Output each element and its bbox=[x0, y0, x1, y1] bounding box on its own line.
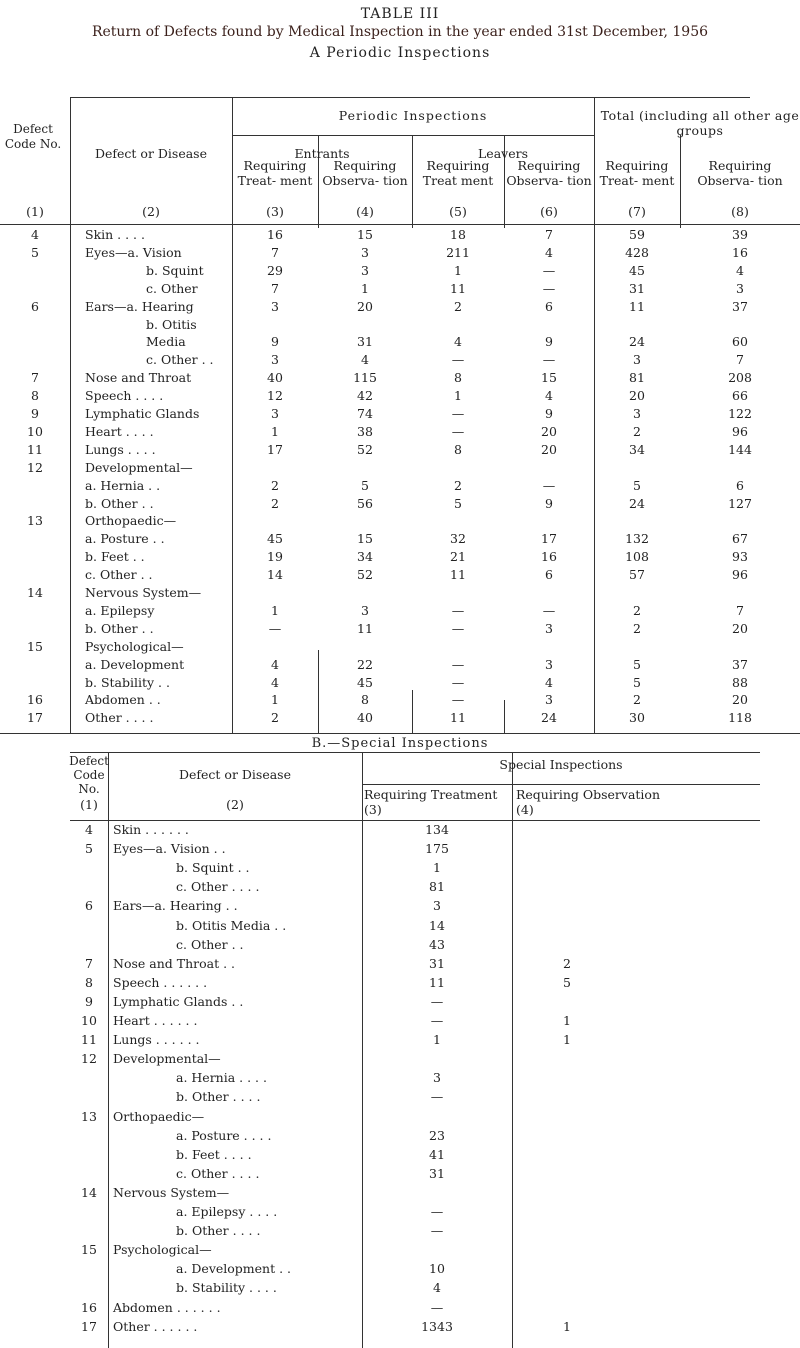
row-value: 7 bbox=[736, 352, 744, 368]
row-treatment: — bbox=[430, 1299, 444, 1315]
rule bbox=[232, 135, 594, 136]
row-label: Lungs . . . . . . bbox=[113, 1032, 200, 1048]
row-value: 96 bbox=[732, 567, 748, 583]
row-code: 4 bbox=[31, 227, 39, 242]
row-value: 108 bbox=[625, 549, 649, 565]
row-value: 16 bbox=[541, 549, 557, 565]
row-value: 67 bbox=[732, 531, 748, 547]
row-value: 11 bbox=[450, 567, 466, 583]
row-treatment: 23 bbox=[429, 1127, 445, 1143]
row-value: — bbox=[451, 423, 465, 439]
row-label: Eyes—a. Vision bbox=[85, 244, 182, 260]
header-code-num: (1) bbox=[26, 204, 44, 219]
row-value: — bbox=[451, 674, 465, 690]
row-value: 17 bbox=[267, 441, 283, 457]
row-label: Heart . . . . . . bbox=[113, 1013, 198, 1028]
row-value: 31 bbox=[357, 334, 373, 350]
row-value: 40 bbox=[357, 710, 373, 726]
row-label: Orthopaedic— bbox=[85, 513, 177, 529]
b-header-obs-num: (4) bbox=[516, 802, 534, 817]
row-treatment: 43 bbox=[429, 936, 445, 952]
rule bbox=[0, 733, 800, 734]
header-periodic: Periodic Inspections bbox=[338, 108, 488, 123]
row-treatment: 14 bbox=[429, 917, 445, 933]
row-value: 9 bbox=[545, 334, 553, 350]
header-entrants: Entrants bbox=[294, 146, 350, 161]
row-value: 20 bbox=[732, 620, 748, 636]
row-treatment: — bbox=[430, 1223, 444, 1239]
row-code: 9 bbox=[85, 993, 93, 1009]
row-label: Skin . . . . . . bbox=[113, 822, 189, 837]
row-value: 1 bbox=[271, 692, 279, 708]
row-value: 3 bbox=[545, 692, 553, 708]
column-header-num: (6) bbox=[540, 204, 558, 219]
row-label: Developmental— bbox=[85, 459, 193, 475]
row-value: 2 bbox=[633, 423, 641, 439]
rule bbox=[70, 820, 760, 821]
row-value: 6 bbox=[545, 567, 553, 583]
page-title: Return of Defects found by Medical Inspection in the year ended 31st December, 1956 bbox=[91, 24, 709, 40]
row-label: Abdomen . . bbox=[85, 692, 161, 708]
row-value: 96 bbox=[732, 423, 748, 439]
row-value: 34 bbox=[357, 549, 373, 565]
row-code: 6 bbox=[85, 898, 93, 914]
row-treatment: 3 bbox=[433, 898, 441, 914]
column-header: Requiring Observa- tion bbox=[697, 158, 783, 188]
row-value: 211 bbox=[446, 244, 470, 260]
row-value: 31 bbox=[629, 280, 645, 296]
row-treatment: 134 bbox=[425, 822, 449, 837]
row-value: 3 bbox=[545, 656, 553, 672]
row-value: 2 bbox=[271, 710, 279, 726]
row-label: Developmental— bbox=[113, 1051, 221, 1067]
row-treatment: 175 bbox=[425, 841, 449, 857]
row-value: 4 bbox=[545, 244, 553, 260]
row-code: 8 bbox=[31, 388, 39, 404]
row-value: 45 bbox=[267, 531, 283, 547]
row-treatment: 4 bbox=[433, 1280, 441, 1296]
row-value: 52 bbox=[357, 441, 373, 457]
row-treatment: — bbox=[430, 1013, 444, 1028]
row-value: 1 bbox=[271, 602, 279, 618]
column-header: Requiring Treat ment bbox=[422, 158, 494, 188]
row-label: b. Other . . bbox=[85, 495, 154, 511]
row-label: a. Development . . bbox=[176, 1261, 292, 1277]
row-label: b. Squint bbox=[146, 262, 204, 278]
row-value: 66 bbox=[732, 388, 748, 404]
rule bbox=[70, 97, 71, 733]
row-label: Nervous System— bbox=[85, 585, 202, 600]
row-label: Nose and Throat bbox=[85, 370, 192, 386]
row-value: 4 bbox=[545, 388, 553, 404]
row-value: 45 bbox=[629, 262, 645, 278]
row-label: c. Other . . bbox=[85, 567, 153, 583]
row-value: 2 bbox=[633, 620, 641, 636]
row-label: b. Other . . bbox=[85, 620, 154, 636]
row-observation: 1 bbox=[563, 1032, 571, 1048]
row-code: 12 bbox=[81, 1051, 97, 1067]
row-label: b. Other . . . . bbox=[176, 1223, 261, 1239]
row-treatment: 1 bbox=[433, 1032, 441, 1048]
row-value: 14 bbox=[267, 567, 283, 583]
row-value: — bbox=[451, 352, 465, 368]
row-value: 3 bbox=[361, 602, 369, 618]
column-header: Requiring Treat- ment bbox=[599, 158, 675, 188]
row-value: 4 bbox=[545, 674, 553, 690]
column-header: Requiring Observa- tion bbox=[506, 158, 592, 188]
rule bbox=[70, 97, 750, 98]
row-value: 3 bbox=[633, 352, 641, 368]
row-label: Lymphatic Glands bbox=[85, 406, 200, 421]
row-value: 115 bbox=[353, 370, 377, 386]
row-code: 14 bbox=[27, 585, 43, 600]
b-header-code: Defect Code No. bbox=[69, 754, 109, 796]
row-value: 19 bbox=[267, 549, 283, 565]
row-value: — bbox=[542, 602, 556, 618]
b-header-disease-num: (2) bbox=[226, 797, 244, 812]
row-code: 17 bbox=[27, 710, 43, 726]
row-value: 59 bbox=[629, 227, 645, 242]
row-value: 22 bbox=[357, 656, 373, 672]
column-header-num: (7) bbox=[628, 204, 646, 219]
row-label: c. Other . . bbox=[176, 936, 244, 952]
row-value: — bbox=[542, 352, 556, 368]
row-value: 9 bbox=[545, 406, 553, 421]
row-value: 18 bbox=[450, 227, 466, 242]
row-value: 144 bbox=[728, 441, 752, 457]
row-value: 24 bbox=[541, 710, 557, 726]
row-value: 12 bbox=[267, 388, 283, 404]
row-value: 127 bbox=[728, 495, 752, 511]
row-value: 4 bbox=[361, 352, 369, 368]
row-label: b. Otitis Media . . bbox=[176, 917, 287, 933]
row-value: 2 bbox=[633, 602, 641, 618]
row-value: 88 bbox=[732, 674, 748, 690]
row-value: 39 bbox=[732, 227, 748, 242]
row-code: 12 bbox=[27, 459, 43, 475]
row-code: 11 bbox=[81, 1032, 97, 1048]
row-treatment: — bbox=[430, 1089, 444, 1105]
row-value: 4 bbox=[736, 262, 744, 278]
row-label: b. Squint . . bbox=[176, 860, 250, 876]
row-code: 13 bbox=[81, 1108, 97, 1124]
column-header: Requiring Treat- ment bbox=[237, 158, 313, 188]
row-code: 8 bbox=[85, 974, 93, 990]
row-value: — bbox=[451, 602, 465, 618]
row-treatment: 11 bbox=[429, 974, 445, 990]
row-value: 3 bbox=[361, 262, 369, 278]
row-label: b. Otitis bbox=[146, 316, 197, 332]
row-code: 7 bbox=[31, 370, 39, 386]
column-header-num: (4) bbox=[356, 204, 374, 219]
row-value: 3 bbox=[271, 406, 279, 421]
row-label: a. Posture . . bbox=[85, 531, 165, 547]
header-total: Total (including all other age groups bbox=[600, 108, 800, 138]
row-value: 52 bbox=[357, 567, 373, 583]
row-treatment: 81 bbox=[429, 879, 445, 895]
row-value: 118 bbox=[728, 710, 752, 726]
row-label: c. Other . . . . bbox=[176, 879, 260, 895]
row-value: 20 bbox=[541, 441, 557, 457]
row-value: 30 bbox=[629, 710, 645, 726]
row-treatment: — bbox=[430, 993, 444, 1009]
row-value: 20 bbox=[629, 388, 645, 404]
row-value: 2 bbox=[633, 692, 641, 708]
row-value: 21 bbox=[450, 549, 466, 565]
section-a-title: A Periodic Inspections bbox=[309, 45, 491, 61]
row-value: 3 bbox=[545, 620, 553, 636]
row-label: c. Other bbox=[146, 280, 198, 296]
row-value: 6 bbox=[545, 298, 553, 314]
row-value: 7 bbox=[545, 227, 553, 242]
row-value: 7 bbox=[271, 280, 279, 296]
row-code: 4 bbox=[85, 822, 93, 837]
column-header-num: (3) bbox=[266, 204, 284, 219]
row-value: 24 bbox=[629, 334, 645, 350]
row-value: 40 bbox=[267, 370, 283, 386]
row-value: 3 bbox=[271, 352, 279, 368]
row-value: — bbox=[451, 656, 465, 672]
row-treatment: — bbox=[430, 1204, 444, 1219]
row-label: Media bbox=[146, 334, 186, 350]
row-label: Psychological— bbox=[113, 1242, 212, 1258]
row-value: 56 bbox=[357, 495, 373, 511]
row-value: 6 bbox=[736, 477, 744, 493]
b-header-treat-num: (3) bbox=[364, 802, 382, 817]
row-value: — bbox=[268, 620, 282, 636]
row-label: Ears—a. Hearing bbox=[85, 298, 194, 314]
rule bbox=[512, 752, 513, 1348]
row-label: c. Other . . bbox=[146, 352, 214, 368]
row-value: 20 bbox=[732, 692, 748, 708]
row-code: 7 bbox=[85, 955, 93, 971]
row-label: Other . . . . . . bbox=[113, 1318, 198, 1334]
row-treatment: 1 bbox=[433, 860, 441, 876]
row-label: a. Epilepsy bbox=[85, 602, 155, 618]
row-value: 57 bbox=[629, 567, 645, 583]
row-value: 16 bbox=[732, 244, 748, 260]
row-label: Orthopaedic— bbox=[113, 1108, 205, 1124]
row-label: a. Epilepsy . . . . bbox=[176, 1204, 278, 1219]
header-leavers: Leavers bbox=[478, 146, 528, 161]
row-code: 17 bbox=[81, 1318, 97, 1334]
table-label: TABLE III bbox=[360, 6, 440, 22]
row-value: 20 bbox=[357, 298, 373, 314]
row-value: 74 bbox=[357, 406, 373, 421]
row-code: 15 bbox=[81, 1242, 97, 1258]
row-code: 10 bbox=[81, 1013, 97, 1028]
row-value: 11 bbox=[357, 620, 373, 636]
row-treatment: 1343 bbox=[421, 1318, 453, 1334]
row-value: 5 bbox=[633, 674, 641, 690]
row-observation: 2 bbox=[563, 955, 571, 971]
row-value: 132 bbox=[625, 531, 649, 547]
row-value: 15 bbox=[541, 370, 557, 386]
row-value: 11 bbox=[629, 298, 645, 314]
row-label: Lungs . . . . bbox=[85, 441, 156, 457]
row-label: b. Stability . . . . bbox=[176, 1280, 277, 1296]
b-header-obs: Requiring Observation bbox=[516, 787, 661, 802]
row-value: 38 bbox=[357, 423, 373, 439]
header-code: Defect Code No. bbox=[4, 122, 62, 151]
row-code: 16 bbox=[81, 1299, 97, 1315]
rule bbox=[362, 784, 760, 785]
row-value: 60 bbox=[732, 334, 748, 350]
row-value: 9 bbox=[545, 495, 553, 511]
row-value: 122 bbox=[728, 406, 752, 421]
row-label: b. Feet . . . . bbox=[176, 1146, 252, 1162]
row-value: 9 bbox=[271, 334, 279, 350]
row-value: 5 bbox=[633, 477, 641, 493]
row-value: 17 bbox=[541, 531, 557, 547]
row-value: 93 bbox=[732, 549, 748, 565]
rule bbox=[70, 752, 760, 753]
row-value: 45 bbox=[357, 674, 373, 690]
row-label: a. Hernia . . bbox=[85, 477, 161, 493]
row-treatment: 31 bbox=[429, 1165, 445, 1181]
b-header-treat: Requiring Treatment bbox=[364, 787, 498, 802]
row-code: 5 bbox=[31, 244, 39, 260]
row-value: 8 bbox=[454, 441, 462, 457]
row-observation: 5 bbox=[563, 974, 571, 990]
row-label: Nose and Throat . . bbox=[113, 955, 235, 971]
row-code: 10 bbox=[27, 423, 43, 439]
row-code: 9 bbox=[31, 406, 39, 421]
row-treatment: 31 bbox=[429, 955, 445, 971]
row-value: 2 bbox=[271, 477, 279, 493]
header-disease: Defect or Disease bbox=[94, 146, 207, 161]
column-header: Requiring Observa- tion bbox=[322, 158, 408, 188]
row-value: 8 bbox=[361, 692, 369, 708]
row-value: — bbox=[542, 262, 556, 278]
row-treatment: 3 bbox=[433, 1070, 441, 1086]
row-value: 2 bbox=[271, 495, 279, 511]
header-disease-num: (2) bbox=[142, 204, 160, 219]
row-value: 3 bbox=[736, 280, 744, 296]
row-value: 42 bbox=[357, 388, 373, 404]
row-value: 16 bbox=[267, 227, 283, 242]
row-value: 3 bbox=[271, 298, 279, 314]
row-value: 4 bbox=[271, 656, 279, 672]
row-label: Skin . . . . bbox=[85, 227, 145, 242]
row-treatment: 41 bbox=[429, 1146, 445, 1162]
row-label: a. Posture . . . . bbox=[176, 1127, 272, 1143]
column-header-num: (5) bbox=[449, 204, 467, 219]
row-label: Psychological— bbox=[85, 638, 184, 654]
row-treatment: 10 bbox=[429, 1261, 445, 1277]
column-header-num: (8) bbox=[731, 204, 749, 219]
b-header-disease: Defect or Disease bbox=[178, 767, 291, 782]
row-observation: 1 bbox=[563, 1013, 571, 1028]
row-value: 7 bbox=[271, 244, 279, 260]
row-value: 2 bbox=[454, 298, 462, 314]
section-b-title: B.—Special Inspections bbox=[311, 736, 489, 751]
row-label: Speech . . . . bbox=[85, 388, 164, 404]
row-value: 5 bbox=[454, 495, 462, 511]
row-label: Speech . . . . . . bbox=[113, 974, 208, 990]
row-value: 5 bbox=[633, 656, 641, 672]
row-label: Abdomen . . . . . . bbox=[113, 1299, 221, 1315]
row-value: — bbox=[451, 406, 465, 421]
row-value: 15 bbox=[357, 227, 373, 242]
row-label: c. Other . . . . bbox=[176, 1165, 260, 1181]
row-label: a. Development bbox=[85, 656, 185, 672]
row-value: 37 bbox=[732, 656, 748, 672]
row-value: 2 bbox=[454, 477, 462, 493]
row-label: a. Hernia . . . . bbox=[176, 1070, 267, 1086]
row-code: 6 bbox=[31, 298, 39, 314]
row-label: Heart . . . . bbox=[85, 423, 154, 439]
row-label: Lymphatic Glands . . bbox=[113, 993, 244, 1009]
row-value: 20 bbox=[541, 423, 557, 439]
row-value: 34 bbox=[629, 441, 645, 457]
row-value: 4 bbox=[454, 334, 462, 350]
row-value: 3 bbox=[361, 244, 369, 260]
row-label: b. Stability . . bbox=[85, 674, 170, 690]
row-label: b. Feet . . bbox=[85, 549, 145, 565]
row-value: 3 bbox=[633, 406, 641, 421]
row-code: 15 bbox=[27, 638, 43, 654]
row-value: — bbox=[451, 620, 465, 636]
row-value: 11 bbox=[450, 280, 466, 296]
row-value: 81 bbox=[629, 370, 645, 386]
row-value: 5 bbox=[361, 477, 369, 493]
row-value: 1 bbox=[361, 280, 369, 296]
row-label: Eyes—a. Vision . . bbox=[113, 841, 226, 857]
row-code: 16 bbox=[27, 692, 43, 708]
row-value: 11 bbox=[450, 710, 466, 726]
row-value: 8 bbox=[454, 370, 462, 386]
row-value: 208 bbox=[728, 370, 752, 386]
row-value: 1 bbox=[271, 423, 279, 439]
row-observation: 1 bbox=[563, 1318, 571, 1334]
row-code: 11 bbox=[27, 441, 43, 457]
row-label: Ears—a. Hearing . . bbox=[113, 898, 238, 914]
row-value: 1 bbox=[454, 262, 462, 278]
row-label: b. Other . . . . bbox=[176, 1089, 261, 1105]
row-value: 32 bbox=[450, 531, 466, 547]
b-header-special: Special Inspections bbox=[499, 757, 623, 772]
b-header-code-num: (1) bbox=[80, 797, 98, 812]
row-value: 24 bbox=[629, 495, 645, 511]
row-value: — bbox=[542, 477, 556, 493]
row-label: Other . . . . bbox=[85, 710, 154, 726]
row-value: 29 bbox=[267, 262, 283, 278]
row-value: 7 bbox=[736, 602, 744, 618]
row-value: 1 bbox=[454, 388, 462, 404]
row-code: 13 bbox=[27, 513, 43, 529]
row-value: 4 bbox=[271, 674, 279, 690]
row-code: 14 bbox=[81, 1184, 97, 1200]
row-value: 37 bbox=[732, 298, 748, 314]
row-code: 5 bbox=[85, 841, 93, 857]
row-value: — bbox=[451, 692, 465, 708]
row-value: 428 bbox=[625, 244, 649, 260]
row-label: Nervous System— bbox=[113, 1184, 230, 1200]
row-value: — bbox=[542, 280, 556, 296]
row-value: 15 bbox=[357, 531, 373, 547]
